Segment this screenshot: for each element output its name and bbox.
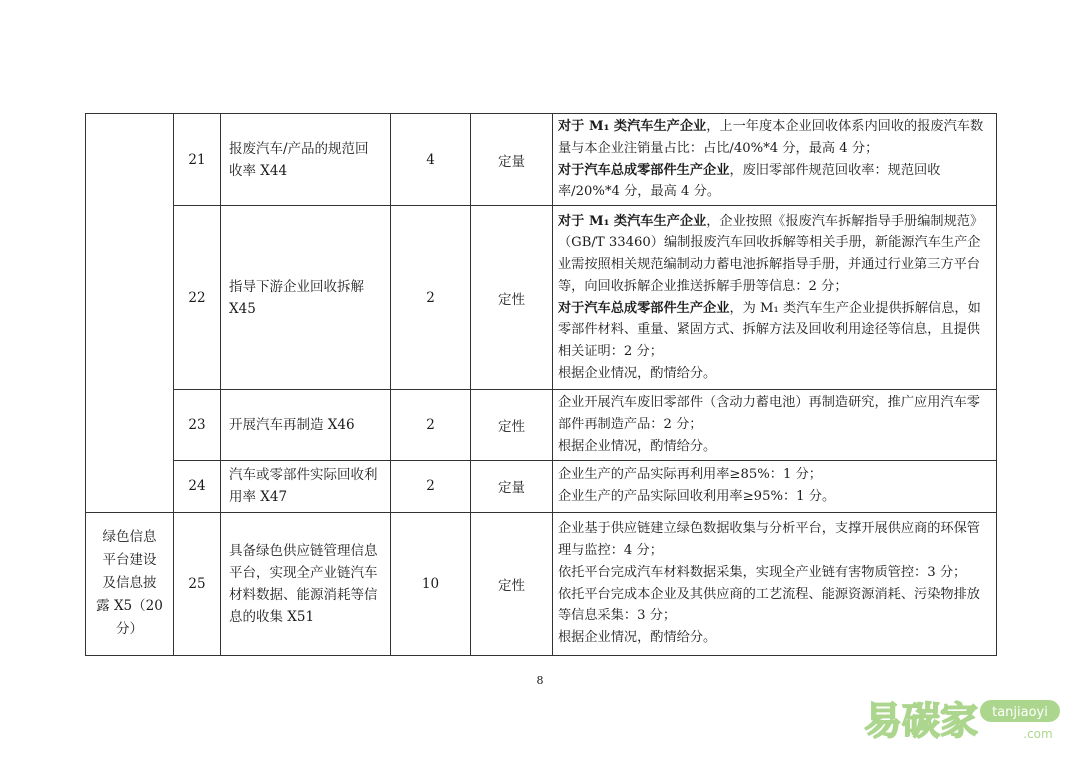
svg-text:.com: .com (1023, 727, 1053, 741)
criteria-text: ，为 M₁ 类汽车生产企业提供拆解信息，如零部件材料、重量、紧固方式、拆解方法及回收利用途径等信息，且提供相关证明：2 分； (558, 300, 981, 360)
points: 4 (391, 114, 471, 206)
row-number: 23 (174, 390, 221, 460)
criteria-text: 企业基于供应链建立绿色数据收集与分析平台，支撑开展供应商的环保管理与监控：4 分； (558, 521, 980, 558)
evaluation-type: 定性 (471, 206, 553, 390)
indicator-table (85, 113, 997, 656)
points: 2 (391, 206, 471, 390)
tanjiaoyi-watermark-logo (862, 690, 1062, 750)
row-number: 22 (174, 206, 221, 390)
category-cell-empty (86, 114, 174, 513)
indicator-name: 开展汽车再制造 X46 (221, 390, 391, 460)
criteria-text: 依托平台完成汽车材料数据采集，实现全产业链有害物质管控：3 分； (558, 564, 967, 580)
table-row (86, 512, 997, 655)
indicator-name: 指导下游企业回收拆解 X45 (221, 206, 391, 390)
indicator-name: 具备绿色供应链管理信息平台，实现全产业链汽车材料数据、能源消耗等信息的收集 X51 (221, 512, 391, 655)
criteria-text: 根据企业情况，酌情给分。 (558, 630, 717, 646)
points: 10 (391, 512, 471, 655)
indicator-name: 报废汽车/产品的规范回收率 X44 (221, 114, 391, 206)
svg-text:tanjiaoyi: tanjiaoyi (992, 705, 1048, 720)
evaluation-type: 定性 (471, 512, 553, 655)
criteria-text: ，上一年度本企业回收体系内回收的报废汽车数量与本企业注销量占比：占比/40%*4 分，最高 4 分； (558, 119, 984, 156)
subject-label: 对于汽车总成零部件生产企业 (558, 162, 730, 178)
points: 2 (391, 390, 471, 460)
criteria-description (553, 206, 997, 390)
table-row (86, 390, 997, 460)
criteria-description (553, 460, 997, 512)
category-cell: 绿色信息平台建设及信息披露 X5（20 分） (86, 512, 174, 655)
criteria-text: 企业开展汽车废旧零部件（含动力蓄电池）再制造研究，推广应用汽车零部件再制造产品：2 分； (558, 395, 980, 432)
criteria-text: 依托平台完成本企业及其供应商的工艺流程、能源资源消耗、污染物排放等信息采集：3 分； (558, 586, 980, 624)
subject-label: 对于 M₁ 类汽车生产企业 (558, 213, 707, 229)
table-row (86, 114, 997, 206)
criteria-text: ，企业按照《报废汽车拆解指导手册编制规范》（GB/T 33460）编制报废汽车回收拆解等相关手册，新能源汽车生产企业需按照相关规范编制动力蓄电池拆解指导手册，并通过行业第三方平台等，向回收拆解企业推送拆解手册等信息：2 分； (558, 213, 984, 294)
row-number: 24 (174, 460, 221, 512)
row-number: 25 (174, 512, 221, 655)
criteria-text: 企业生产的产品实际回收利用率≥95%：1 分。 (558, 489, 836, 505)
criteria-text: 根据企业情况，酌情给分。 (558, 438, 717, 454)
subject-label: 对于汽车总成零部件生产企业 (558, 300, 730, 316)
row-number: 21 (174, 114, 221, 206)
evaluation-type: 定量 (471, 460, 553, 512)
criteria-text: 企业生产的产品实际再利用率≥85%：1 分； (558, 467, 822, 483)
criteria-description (553, 512, 997, 655)
criteria-text: 根据企业情况，酌情给分。 (558, 366, 717, 382)
criteria-text: ，废旧零部件规范回收率：规范回收率/20%*4 分，最高 4 分。 (558, 162, 941, 200)
points: 2 (391, 460, 471, 512)
page-number: 8 (536, 674, 544, 687)
criteria-description (553, 114, 997, 206)
subject-label: 对于 M₁ 类汽车生产企业 (558, 119, 707, 134)
indicator-name: 汽车或零部件实际回收利用率 X47 (221, 460, 391, 512)
criteria-description (553, 390, 997, 460)
svg-text:易碳家: 易碳家 (864, 699, 979, 743)
table-row (86, 206, 997, 390)
table-row (86, 460, 997, 512)
evaluation-type: 定性 (471, 390, 553, 460)
evaluation-type: 定量 (471, 114, 553, 206)
